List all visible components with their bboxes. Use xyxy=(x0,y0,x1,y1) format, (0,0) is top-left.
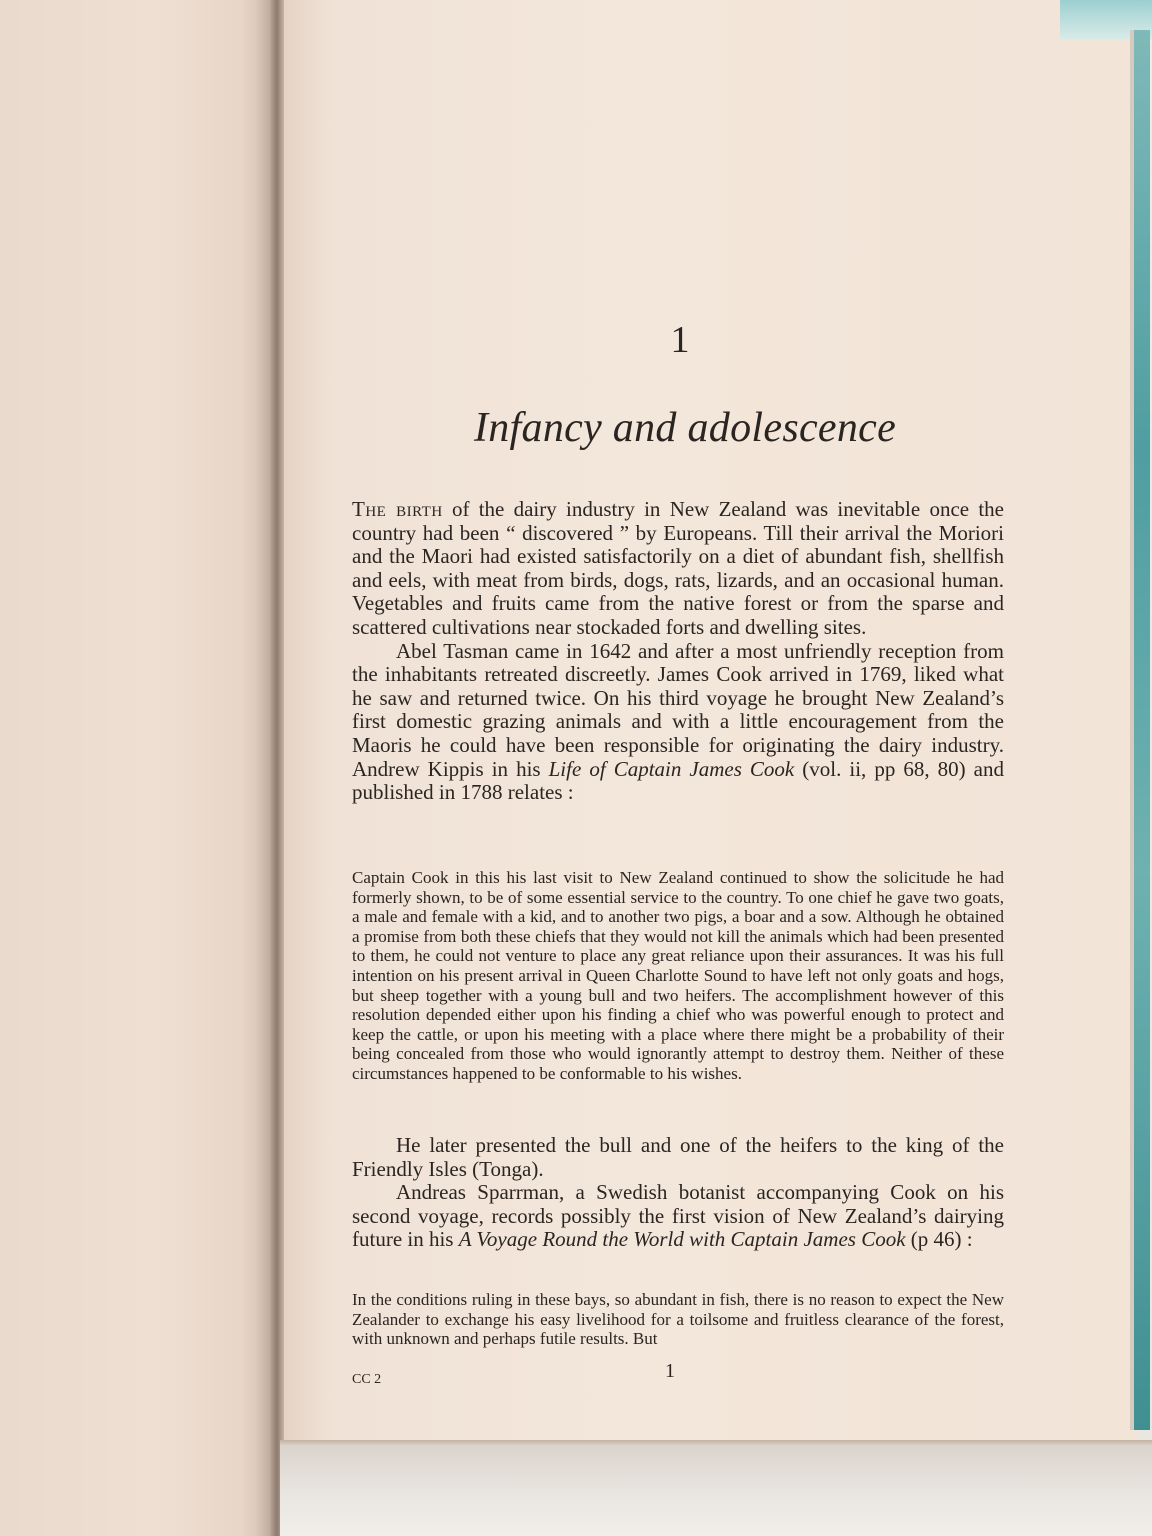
paragraph-3: He later presented the bull and one of the heifers to the king of the Friendly Isles (Tonga). xyxy=(352,1133,1004,1181)
paragraph-2-tail: (vol. ii, pp 68, 80) and published in 1788 relates : xyxy=(352,756,1004,805)
table-surface xyxy=(280,1440,1152,1536)
paragraph-4-book-title: A Voyage Round the World with Captain James Cook xyxy=(458,1227,906,1252)
book-cover-edge xyxy=(1134,30,1150,1430)
page-number: 1 xyxy=(665,1360,675,1382)
paragraph-4-tail: (p 46) : xyxy=(905,1227,973,1252)
paragraph-1 xyxy=(352,498,1004,640)
chapter-title: Infancy and adolescence xyxy=(473,405,897,451)
paragraph-1-text: of the dairy industry in New Zealand was inevitable once the country had been “ discovered ” by Europeans. Till their arrival the Moriori and the Maori had existed satisfactorily on a diet of abundant fish, shellfish and eels, with meat from birds, dogs, rats, lizards, and an occasional human. Vegetables and fruits came from the native forest or from the sparse and scattered cultivations near stockaded forts and dwelling sites. xyxy=(352,497,1005,639)
quote-1-text: Captain Cook in this his last visit to New Zealand continued to show the solicitude he had formerly shown, to be of some essential service to the country. To one chief he gave two goats, a male and female with a kid, and to another two pigs, a boar and a sow. Although he obtained a promise from both these chiefs that they would not kill the animals which had been presented to them, he could not venture to place any great reliance upon their assurances. It was his full intention on his present arrival in Queen Charlotte Sound to have left not only goats and hogs, but sheep together with a young bull and two heifers. The accomplishment however of this resolution depended either upon his finding a chief who was powerful enough to protect and keep the cattle, or upon his meeting with a place where there might be a probability of their being concealed from those who would ignorantly attempt to destroy them. Neither of these circumstances happened to be conformable to his wishes. xyxy=(352,868,1004,1083)
block-quote-sparrman xyxy=(352,1290,1004,1349)
paragraph-4-text: Andreas Sparrman, a Swedish botanist accompanying Cook on his second voyage, records possibly the first vision of New Zealand’s dairying future in his xyxy=(352,1180,1004,1252)
chapter-number: 1 xyxy=(670,319,690,361)
block-quote-kippis xyxy=(352,868,1004,1084)
paragraph-2-book-title: Life of Captain James Cook xyxy=(548,756,795,781)
paragraph-1-lead: The birth xyxy=(352,497,443,521)
paragraph-2 xyxy=(352,640,1004,805)
body-text-upper xyxy=(352,498,1004,805)
paragraph-2-text: Abel Tasman came in 1642 and after a most unfriendly reception from the inhabitants retreated discreetly. James Cook arrived in 1769, liked what he saw and returned twice. On his third voyage he brought New Zealand’s first domestic grazing animals and with a little encouragement from the Maoris he could have been responsible for originating the dairy industry. Andrew Kippis in his xyxy=(352,638,1004,781)
body-text-lower xyxy=(352,1134,1004,1252)
paragraph-4 xyxy=(352,1181,1004,1252)
book-gutter xyxy=(270,0,284,1536)
facing-left-page xyxy=(0,0,282,1536)
signature-mark: CC 2 xyxy=(352,1372,382,1387)
quote-2-text: In the conditions ruling in these bays, so abundant in fish, there is no reason to expect the New Zealander to exchange his easy livelihood for a toilsome and fruitless clearance of the forest, with unknown and perhaps futile results. But xyxy=(352,1290,1004,1349)
